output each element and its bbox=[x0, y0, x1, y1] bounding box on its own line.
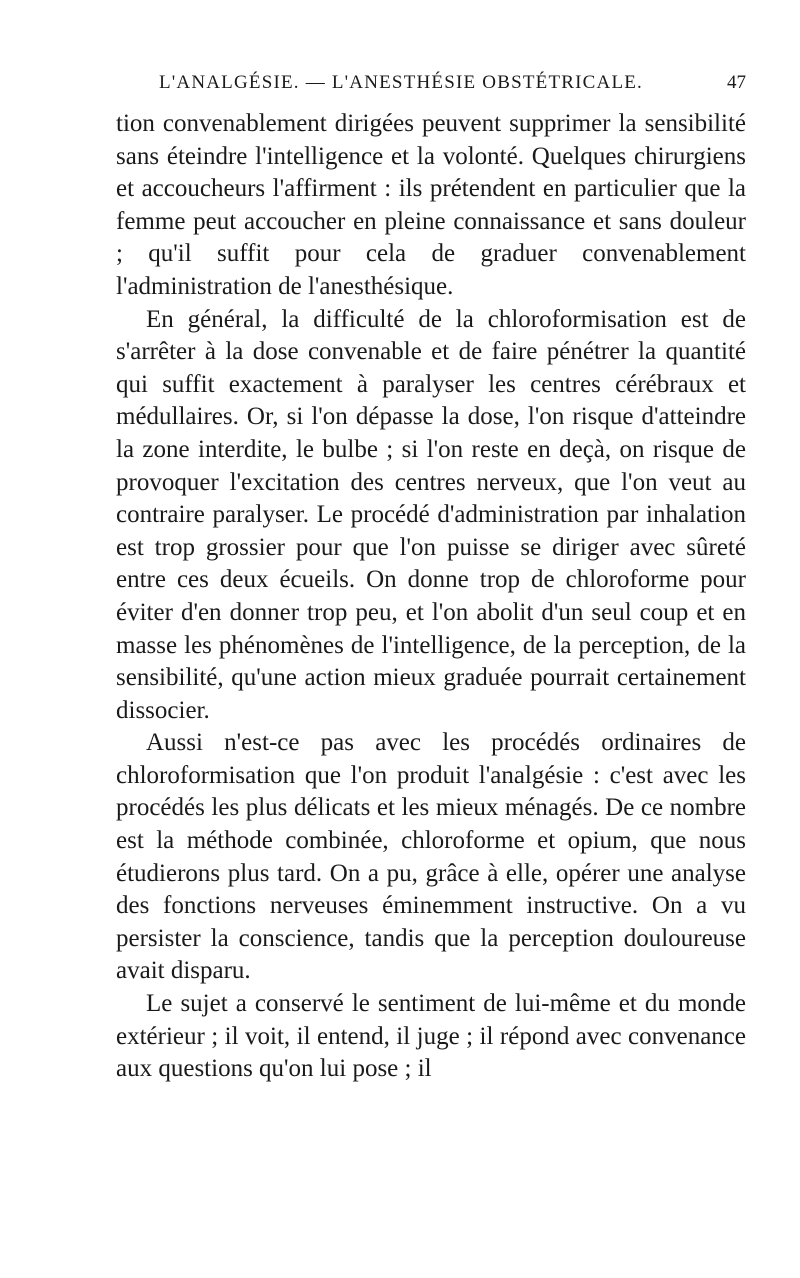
paragraph: Aussi n'est-ce pas avec les procédés ordinaires de chloroformisation que l'on produit l'analgésie : c'est avec les procédés les plus délicats et les mieux ménagés. De ce nombre est la méthode combinée, chloroforme et opium, que nous étudierons plus tard. On a pu, grâce à elle, opérer une analyse des fonctions nerveuses éminemment instructive. On a vu persister la conscience, tandis que la perception douloureuse avait disparu. bbox=[116, 729, 746, 985]
body-text bbox=[116, 108, 746, 1086]
paragraph: Le sujet a conservé le sentiment de lui-même et du monde extérieur ; il voit, il entend, il juge ; il répond avec convenance aux questions qu'on lui pose ; il bbox=[116, 990, 746, 1083]
paragraph: En général, la difficulté de la chloroformisation est de s'arrêter à la dose convenable et de faire pénétrer la quantité qui suffit exactement à paralyser les centres cérébraux et médullaires. Or, si l'on dépasse la dose, l'on risque d'atteindre la zone interdite, le bulbe ; si l'on reste en deçà, on risque de provoquer l'excitation des centres nerveux, que l'on veut au contraire paralyser. Le procédé d'administration par inhalation est trop grossier pour que l'on puisse se diriger avec sûreté entre ces deux écueils. On donne trop de chloroforme pour éviter d'en donner trop peu, et l'on abolit d'un seul coup et en masse les phénomènes de l'intelligence, de la perception, de la sensibilité, qu'une action mieux graduée pourrait certainement dissocier. bbox=[116, 305, 746, 724]
running-head bbox=[116, 72, 746, 102]
page-number: 47 bbox=[727, 72, 746, 93]
paragraph-continued: tion convenablement dirigées peuvent supprimer la sensibilité sans éteindre l'intelligence et la volonté. Quelques chirurgiens et accoucheurs l'affirment : ils prétendent en particulier que la femme peut accoucher en pleine connaissance et sans douleur ; qu'il suffit pour cela de graduer convenablement l'administration de l'anesthésique. bbox=[116, 110, 746, 300]
running-title: L'ANALGÉSIE. — L'ANESTHÉSIE OBSTÉTRICALE. bbox=[158, 72, 644, 93]
